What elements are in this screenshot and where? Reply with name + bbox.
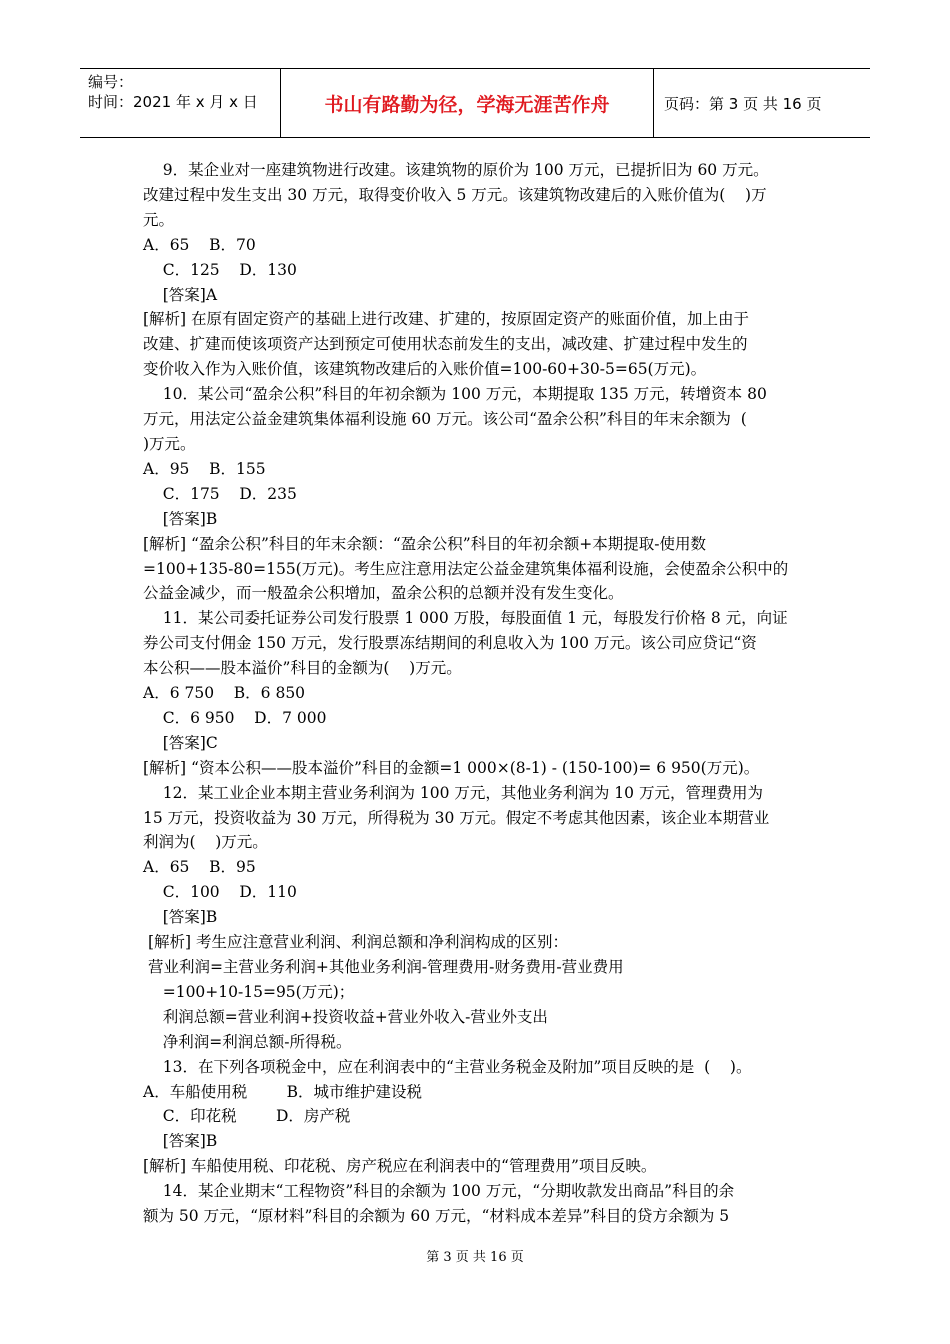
text-line: A．65 B．70 <box>143 235 256 254</box>
text-line: 营业利润=主营业务利润+其他业务利润-管理费用-财务费用-营业费用 <box>143 958 624 976</box>
text-line: 14．某企业期末“工程物资”科目的余额为 100 万元，“分期收款发出商品”科目的余 <box>143 1182 735 1201</box>
text-line: A．车船使用税 B．城市维护建设税 <box>143 1082 423 1101</box>
text-line: 15 万元，投资收益为 30 万元，所得税为 30 万元。假定不考虑其他因素，该企业本期营业 <box>143 808 770 827</box>
text-line: 9．某企业对一座建筑物进行改建。该建筑物的原价为 100 万元，已提折旧为 60 万元。 <box>143 161 769 179</box>
text-line: [答案]C <box>143 733 218 752</box>
text-line: 券公司支付佣金 150 万元，发行股票冻结期间的利息收入为 100 万元。该公司应贷记“资 <box>143 634 757 653</box>
text-line: 元。 <box>143 210 175 229</box>
text-line: 本公积——股本溢价”科目的金额为( )万元。 <box>143 659 462 678</box>
text-line: A．95 B．155 <box>143 459 266 478</box>
text-line: C．6 950 D．7 000 <box>143 708 327 727</box>
text-line: 利润总额=营业利润+投资收益+营业外收入-营业外支出 <box>143 1007 548 1026</box>
text-line: 改建过程中发生支出 30 万元，取得变价收入 5 万元。该建筑物改建后的入账价值为( )万 <box>143 185 767 204</box>
text-line: C．100 D．110 <box>143 883 297 902</box>
header-motto: 书山有路勤为径，学海无涯苦作舟 <box>280 69 654 137</box>
text-line: =100+10-15=95(万元)； <box>143 982 355 1001</box>
text-line: 额为 50 万元，“原材料”科目的余额为 60 万元，“材料成本差异”科目的贷方余额为 5 <box>143 1207 730 1226</box>
document-time-label: 时间：2021 年 x 月 x 日 <box>88 93 258 111</box>
text-line: [解析] 车船使用税、印花税、房产税应在利润表中的“管理费用”项目反映。 <box>143 1157 657 1176</box>
text-line: [答案]B <box>143 509 218 528</box>
page-header <box>80 68 870 138</box>
text-line: 12．某工业企业本期主营业务利润为 100 万元，其他业务利润为 10 万元，管理费用为 <box>143 783 763 802</box>
text-line: 公益金减少，而一般盈余公积增加，盈余公积的总额并没有发生变化。 <box>143 584 624 603</box>
text-line: [答案]B <box>143 1132 218 1151</box>
text-line: [解析] “资本公积——股本溢价”科目的金额=1 000×(8-1) - (150-100)= 6 950(万元)。 <box>143 758 760 777</box>
text-line: 变价收入作为入账价值，该建筑物改建后的入账价值=100-60+30-5=65(万元)。 <box>143 360 707 379</box>
header-meta <box>80 69 280 137</box>
text-line: [解析] “盈余公积”科目的年末余额：“盈余公积”科目的年初余额+本期提取-使用数 <box>143 534 706 553</box>
text-line: =100+135-80=155(万元)。考生应注意用法定公益金建筑集体福利设施，会使盈余公积中的 <box>143 559 789 578</box>
text-line: C．175 D．235 <box>143 484 297 503</box>
text-line: 改建、扩建而使该项资产达到预定可使用状态前发生的支出，减改建、扩建过程中发生的 <box>143 335 748 354</box>
text-line: C．印花税 D．房产税 <box>143 1107 351 1126</box>
text-line: [解析] 在原有固定资产的基础上进行改建、扩建的，按原固定资产的账面价值，加上由于 <box>143 310 750 329</box>
text-line: )万元。 <box>143 434 196 453</box>
text-line: 万元，用法定公益金建筑集体福利设施 60 万元。该公司“盈余公积”科目的年末余额为 ( <box>143 410 747 429</box>
page-footer: 第 3 页 共 16 页 <box>426 1250 524 1265</box>
text-line: A．65 B．95 <box>143 858 256 877</box>
text-line: 10．某公司“盈余公积”科目的年初余额为 100 万元，本期提取 135 万元，转增资本 80 <box>143 385 767 404</box>
text-line: [答案]A <box>143 285 218 304</box>
header-page-info: 页码：第 3 页 共 16 页 <box>664 94 822 113</box>
document-number-label: 编号： <box>88 73 134 91</box>
text-line: 净利润=利润总额-所得税。 <box>143 1032 352 1051</box>
text-line: A．6 750 B．6 850 <box>143 684 306 703</box>
text-line: [解析] 考生应注意营业利润、利润总额和净利润构成的区别： <box>143 933 568 952</box>
text-line: 11．某公司委托证券公司发行股票 1 000 万股，每股面值 1 元，每股发行价格 8 元，向证 <box>143 609 788 628</box>
document-body <box>143 158 823 1229</box>
text-line: [答案]B <box>143 908 218 927</box>
text-line: C．125 D．130 <box>143 260 297 279</box>
text-line: 13．在下列各项税金中，应在利润表中的“主营业务税金及附加”项目反映的是 ( )。 <box>143 1057 752 1076</box>
text-line: 利润为( )万元。 <box>143 833 268 852</box>
